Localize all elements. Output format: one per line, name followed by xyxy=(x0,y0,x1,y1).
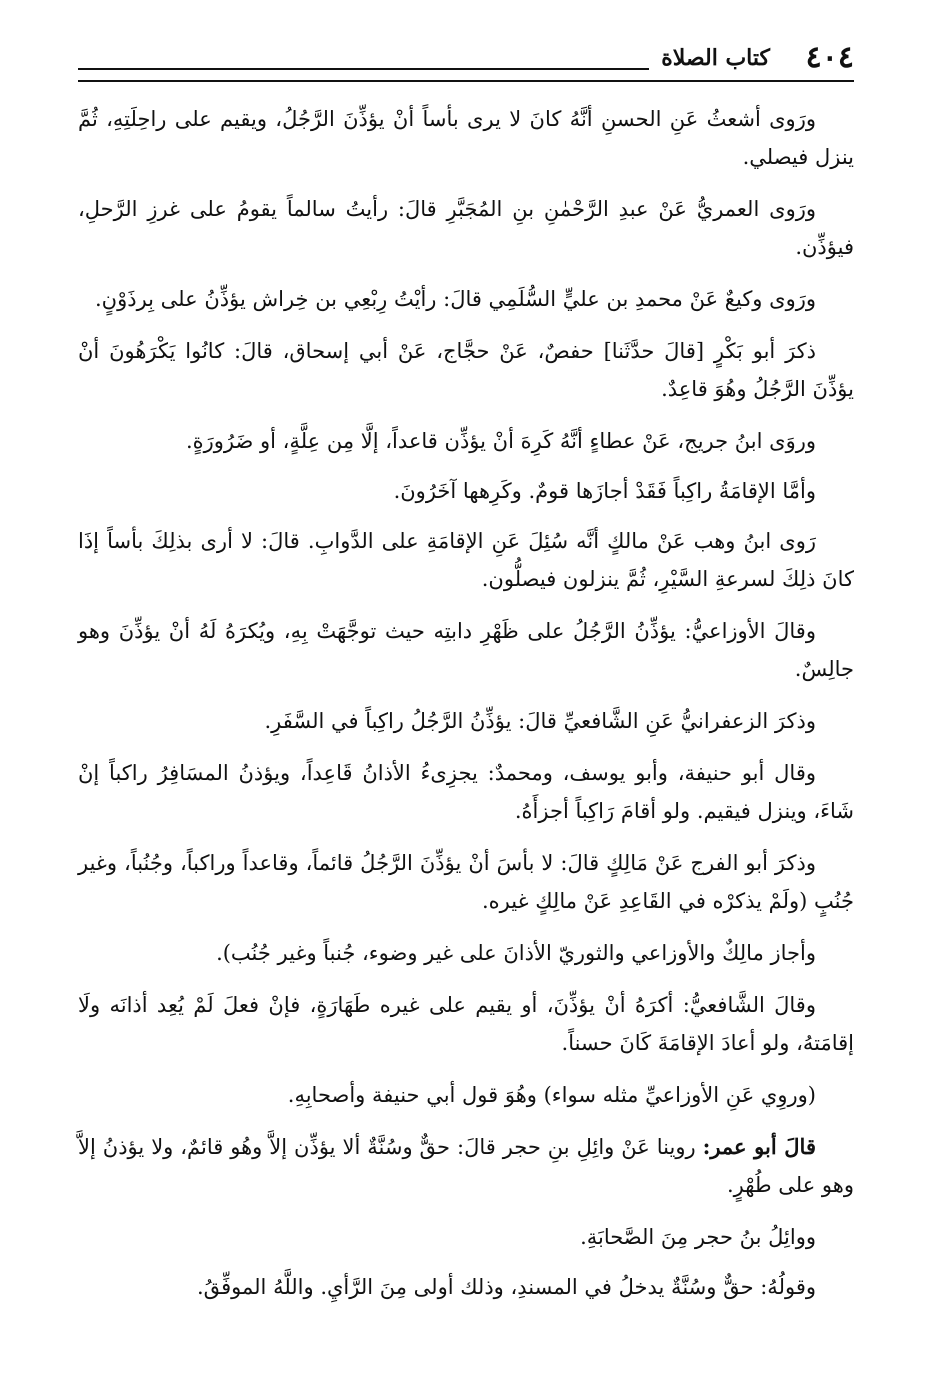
paragraph: ذكرَ أبو بَكْرٍ [قالَ حدَّثَنا] حفصٌ، عَنْ حجَّاج، عَنْ أبي إسحاق، قالَ: كانُوا يَكْرَهُونَ أنْ يؤذِّنَ الرَّجُلُ وهُوَ قاعِدٌ. xyxy=(78,339,854,401)
header-short-rule xyxy=(78,68,649,70)
speaker-label: قالَ أبو عمر: xyxy=(702,1134,816,1159)
page-header xyxy=(78,38,854,82)
paragraph: وقولُهُ: حقٌّ وسُنَّةٌ يدخلُ في المسندِ، وذلك أولى مِنَ الرَّأيِ. واللَّهُ الموفِّقُ. xyxy=(196,1275,816,1299)
paragraph: ورَوى وكيعٌ عَنْ محمدِ بن عليٍّ السُّلَمِي قالَ: رأيْتُ رِبْعِي بن خِراش يؤذِّنُ على بِرذَوْنٍ. xyxy=(94,287,816,311)
paragraph: وذكرَ أبو الفرج عَنْ مَالِكٍ قالَ: لا بأسَ أنْ يؤذِّنَ الرَّجُلُ قائماً، وقاعداً وراكباً، وجُنُباً، وغير جُنُبٍ (ولَمْ يذكرْه في القَاعِدِ عَنْ مالِكٍ غيره. xyxy=(78,851,854,913)
paragraph: ورَوى العمريُّ عَنْ عبدِ الرَّحْمٰنِ بنِ المُجَبَّرِ قالَ: رأيتُ سالماً يقومُ على غرزِ الرَّحلِ، فيؤذِّن. xyxy=(78,197,854,259)
paragraph: وقالَ الأوزاعيُّ: يؤذِّنُ الرَّجُلُ على ظَهْرِ دابتِه حيث توجَّهَتْ بِهِ، ويُكرَهُ لَهُ أنْ يؤذِّنَ وهو جالِسٌ. xyxy=(78,619,854,681)
paragraph-with-speaker xyxy=(78,1128,854,1204)
paragraph: ورَوى أشعثُ عَنِ الحسنِ أنَّهُ كانَ لا يرى بأساً أنْ يؤذِّنَ الرَّجُلُ، ويقيم على راحِلَتِهِ، ثُمَّ ينزل فيصلي. xyxy=(78,107,854,169)
header-divider xyxy=(78,80,854,82)
main-text xyxy=(78,100,854,1306)
paragraph: وقالَ الشَّافعيُّ: أكرَهُ أنْ يؤذِّنَ، أو يقيم على غيره طَهَارَةٍ، فإنْ فعلَ لَمْ يُعِد أذانَه ولَا إقامَتهُ، ولو أعادَ الإقامَةَ كَانَ حسناً. xyxy=(78,993,854,1055)
paragraph: وأجاز مالِكٌ والأوزاعي والثوريّ الأذانَ على غير وضوء، جُنباً وغير جُنُب). xyxy=(216,941,816,965)
paragraph-text: روينا عَنْ وائِلِ بنِ حجر قالَ: حقٌّ وسُنَّةٌ ألا يؤذِّن إلاَّ وهُو قائمٌ، ولا يؤذنُ إلاَّ وهو على طُهْرٍ. xyxy=(78,1135,854,1197)
paragraph: (وروِي عَنِ الأوزاعيِّ مثله سواء) وهُوَ قول أبي حنيفة وأصحابِهِ. xyxy=(287,1083,816,1107)
paragraph: وقال أبو حنيفة، وأبو يوسف، ومحمدٌ: يجزِىءُ الأذانُ قَاعِداً، ويؤذنُ المسَافِرُ راكباً إنْ شَاءَ، وينزل فيقيم. ولو أقامَ رَاكِباً أجزأَهُ. xyxy=(78,761,854,823)
page-number: ٤٠٤ xyxy=(805,40,854,75)
running-title: كتاب الصلاة xyxy=(661,45,770,71)
paragraph: ووائِلُ بنُ حجر مِنَ الصَّحابَةِ. xyxy=(580,1225,816,1249)
paragraph: وذكرَ الزعفرانيُّ عَنِ الشَّافعيِّ قالَ: يؤذِّنُ الرَّجُلُ راكِباً في السَّفَرِ. xyxy=(264,709,816,733)
paragraph: وروَى ابنُ جريج، عَنْ عطاءٍ أنَّهُ كَرِهَ أنْ يؤذِّن قاعداً، إلَّا مِن عِلَّةٍ، أو ضَرُورَةٍ. xyxy=(185,429,816,453)
paragraph: رَوى ابنُ وهب عَنْ مالكٍ أنَّه سُئِلَ عَنِ الإقامَةِ على الدَّوابِ. قالَ: لا أرى بذلِكَ بأساً إذَا كانَ ذلِكَ لسرعةِ السَّيْرِ، ثُمَّ ينزلون فيصلُّون. xyxy=(78,529,854,591)
paragraph: وأمَّا الإقامَةُ راكِباً فَقَدْ أجازَها قومٌ. وكَرِهها آخَرُونَ. xyxy=(393,479,816,503)
